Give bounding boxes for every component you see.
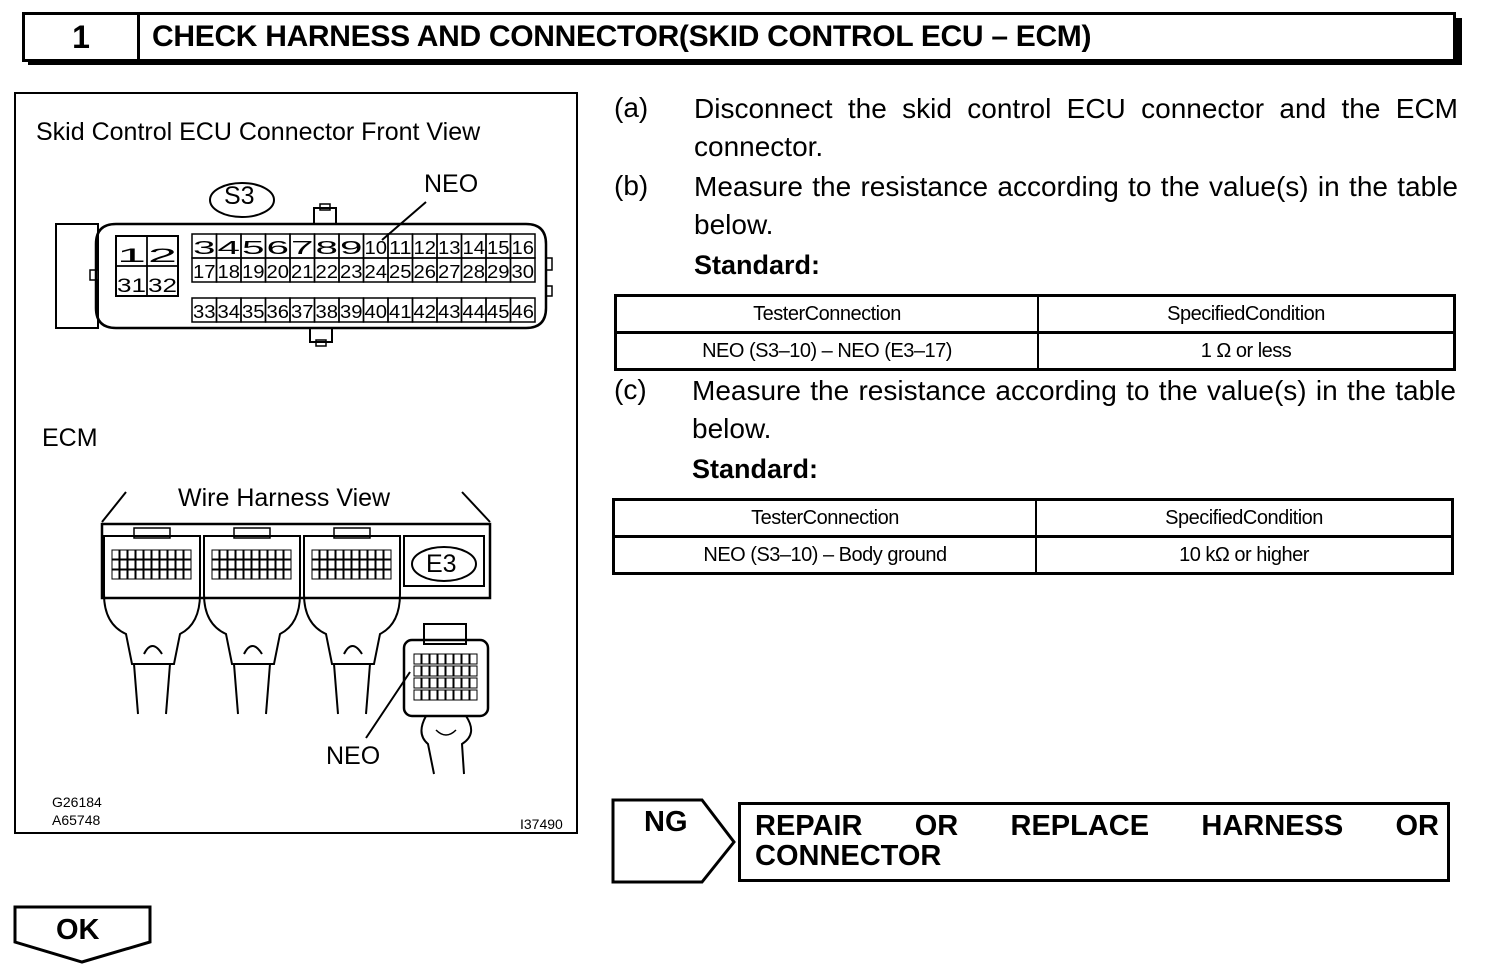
pin-label: 8 [315,238,338,258]
pin-label: 7 [291,238,314,258]
pin-label: 31 [117,276,146,297]
figure-code-2: A65748 [52,812,101,828]
pin-label: 32 [148,276,177,297]
pin-label: 33 [193,302,216,322]
pin-label: 11 [389,238,412,258]
pin-label: 4 [217,238,240,258]
pin-label: 44 [462,302,485,322]
pin-label: 21 [291,262,314,282]
pin-label: 22 [315,262,338,282]
pin-label: 27 [438,262,461,282]
connector-diagram [16,94,576,832]
step-c-id: (c) [614,374,647,405]
table1-header-2: SpecifiedCondition [1038,296,1455,333]
step-b-id: (b) [614,170,649,201]
table1-cell: 1 Ω or less [1038,333,1455,370]
ng-action-box [738,802,1450,882]
pin-label: 46 [511,302,534,322]
table1-header-1: TesterConnection [616,296,1039,333]
pin-label: 2 [148,246,177,267]
pin-label: 13 [438,238,461,258]
pin-label: 25 [389,262,412,282]
pin-label: 34 [217,302,240,322]
step-a-text: Disconnect the skid control ECU connector and the ECM connector. [694,93,1458,162]
spec-table-2 [612,498,1454,575]
pin-label: 40 [364,302,387,322]
pin-label: 14 [462,238,485,258]
pin-label: 35 [242,302,265,322]
pin-label: 28 [462,262,485,282]
e3-label: E3 [426,550,457,578]
pin-label: 10 [364,238,387,258]
standard-label-1: Standard: [694,250,821,280]
pin-label: 18 [217,262,240,282]
pin-label: 39 [340,302,363,322]
pin-label: 26 [413,262,436,282]
pin-label: 23 [340,262,363,282]
pin-label: 37 [291,302,314,322]
pin-label: 12 [413,238,436,258]
table2-header-2: SpecifiedCondition [1036,500,1453,537]
pin-label: 5 [242,238,265,258]
pin-label: 41 [389,302,412,322]
step-a-id: (a) [614,92,649,123]
step-b-text: Measure the resistance according to the value(s) in the table below. [694,171,1458,240]
table2-cell: NEO (S3–10) – Body ground [614,537,1037,574]
table2-cell: 10 kΩ or higher [1036,537,1453,574]
pin-label: 29 [487,262,510,282]
pin-label: 38 [315,302,338,322]
step-title: CHECK HARNESS AND CONNECTOR(SKID CONTROL ECU – ECM) [152,20,1092,53]
wire-harness-label: Wire Harness View [178,484,391,512]
pin-label: 9 [340,238,363,258]
table-row [614,537,1453,574]
neo-label-top: NEO [424,170,479,198]
pin-label: 15 [487,238,510,258]
pin-label: 42 [413,302,436,322]
spec-table-1 [614,294,1456,371]
table2-header-1: TesterConnection [614,500,1037,537]
pin-label: 20 [266,262,289,282]
table-row [616,333,1455,370]
connector-figure [14,92,578,834]
pin-label: 30 [511,262,534,282]
pin-label: 36 [266,302,289,322]
pin-label: 16 [511,238,534,258]
pin-label: 24 [364,262,387,282]
figure-code-3: I37490 [520,816,563,832]
ng-label: NG [644,806,688,838]
neo-label-bottom: NEO [326,742,381,770]
pin-label: 19 [242,262,265,282]
pin-label: 3 [193,238,216,258]
pin-label: 45 [487,302,510,322]
step-number: 1 [25,15,140,59]
table1-cell: NEO (S3–10) – NEO (E3–17) [616,333,1039,370]
ecm-label: ECM [42,424,98,452]
figure-code-1: G26184 [52,794,102,810]
standard-label-2: Standard: [692,454,819,484]
step-c-text: Measure the resistance according to the value(s) in the table below. [692,375,1456,444]
pin-label: 6 [266,238,289,258]
ng-action-line-1: REPAIR OR REPLACE HARNESS OR [755,810,1439,842]
ng-action-line-2: CONNECTOR [755,840,942,872]
ok-label: OK [56,914,100,946]
pin-label: 17 [193,262,216,282]
pin-label: 1 [117,246,146,267]
header-shadow-side [1456,18,1462,65]
pin-label: 43 [438,302,461,322]
figure-title: Skid Control ECU Connector Front View [36,118,481,146]
step-header [22,12,1456,62]
s3-label: S3 [224,182,255,210]
